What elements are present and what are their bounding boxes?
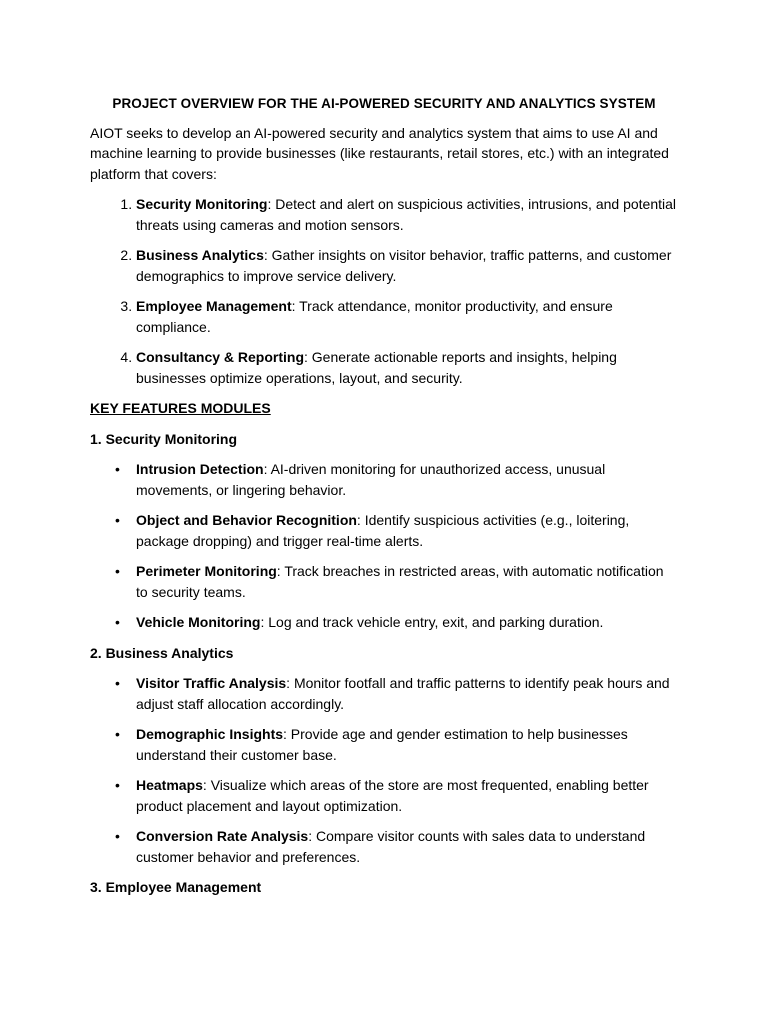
feature-item — [115, 459, 678, 500]
objective-text: : Generate actionable reports and insights, helping businesses optimize operations, layout, and security. — [136, 349, 617, 386]
analytics-features-list — [90, 673, 678, 867]
feature-text: : Provide age and gender estimation to help businesses understand their customer base. — [136, 726, 628, 763]
feature-text: : Visualize which areas of the store are most frequented, enabling better product placement and layout optimization. — [136, 777, 649, 814]
feature-text: : Compare visitor counts with sales data to understand customer behavior and preferences. — [136, 828, 646, 865]
key-features-heading: KEY FEATURES MODULES — [90, 400, 271, 416]
feature-item — [115, 775, 678, 816]
feature-term: Visitor Traffic Analysis — [136, 675, 287, 691]
feature-term: Intrusion Detection — [136, 461, 264, 477]
feature-item — [115, 561, 678, 602]
security-features-list — [90, 459, 678, 633]
bullet-icon: • — [115, 461, 120, 477]
section-heading: 1. Security Monitoring — [90, 430, 238, 447]
feature-term: Object and Behavior Recognition — [136, 512, 357, 528]
section-heading: 3. Employee Management — [90, 879, 262, 895]
objective-text: : Detect and alert on suspicious activities, intrusions, and potential threats using cameras and motion sensors. — [136, 196, 677, 233]
feature-term: Conversion Rate Analysis — [136, 828, 309, 844]
objective-item — [136, 296, 678, 337]
intro-paragraph: AIOT seeks to develop an AI-powered security and analytics system that aims to use AI and machine learning to provide businesses (like restaurants, retail stores, etc.) with an integrated platform that covers: — [90, 124, 669, 182]
bullet-icon: • — [115, 512, 120, 528]
feature-text: : AI-driven monitoring for unauthorized access, unusual movements, or lingering behavior. — [136, 461, 606, 498]
feature-item — [115, 612, 678, 633]
feature-term: Demographic Insights — [136, 726, 284, 742]
feature-text: : Track breaches in restricted areas, with automatic notification to security teams. — [136, 563, 664, 600]
objective-item — [136, 245, 678, 286]
bullet-icon: • — [115, 777, 120, 793]
objective-text: : Track attendance, monitor productivity, and ensure compliance. — [136, 298, 613, 335]
document-title: PROJECT OVERVIEW FOR THE AI-POWERED SECURITY AND ANALYTICS SYSTEM — [112, 96, 656, 111]
bullet-icon: • — [115, 563, 120, 579]
feature-term: Heatmaps — [136, 777, 203, 793]
feature-term: Perimeter Monitoring — [136, 563, 277, 579]
objective-term: Consultancy & Reporting — [136, 349, 305, 365]
bullet-icon: • — [115, 675, 120, 691]
objective-term: Employee Management — [136, 298, 292, 314]
bullet-icon: • — [115, 828, 120, 844]
feature-text: : Monitor footfall and traffic patterns to identify peak hours and adjust staff allocation accordingly. — [136, 675, 670, 712]
objective-item — [136, 194, 678, 235]
feature-item — [115, 510, 678, 551]
feature-item — [115, 724, 678, 765]
bullet-icon: • — [115, 614, 120, 630]
feature-term: Vehicle Monitoring — [136, 614, 261, 630]
feature-item — [115, 826, 678, 867]
objective-term: Business Analytics — [136, 247, 264, 263]
section-heading: 2. Business Analytics — [90, 644, 234, 661]
objectives-list — [90, 194, 678, 388]
feature-text: : Log and track vehicle entry, exit, and parking duration. — [260, 614, 604, 630]
feature-item — [115, 673, 678, 714]
objective-term: Security Monitoring — [136, 196, 268, 212]
objective-text: : Gather insights on visitor behavior, traffic patterns, and customer demographics to improve service delivery. — [136, 247, 672, 284]
objective-item — [136, 347, 678, 388]
feature-text: : Identify suspicious activities (e.g., loitering, package dropping) and trigger real-time alerts. — [136, 512, 630, 549]
bullet-icon: • — [115, 726, 120, 742]
